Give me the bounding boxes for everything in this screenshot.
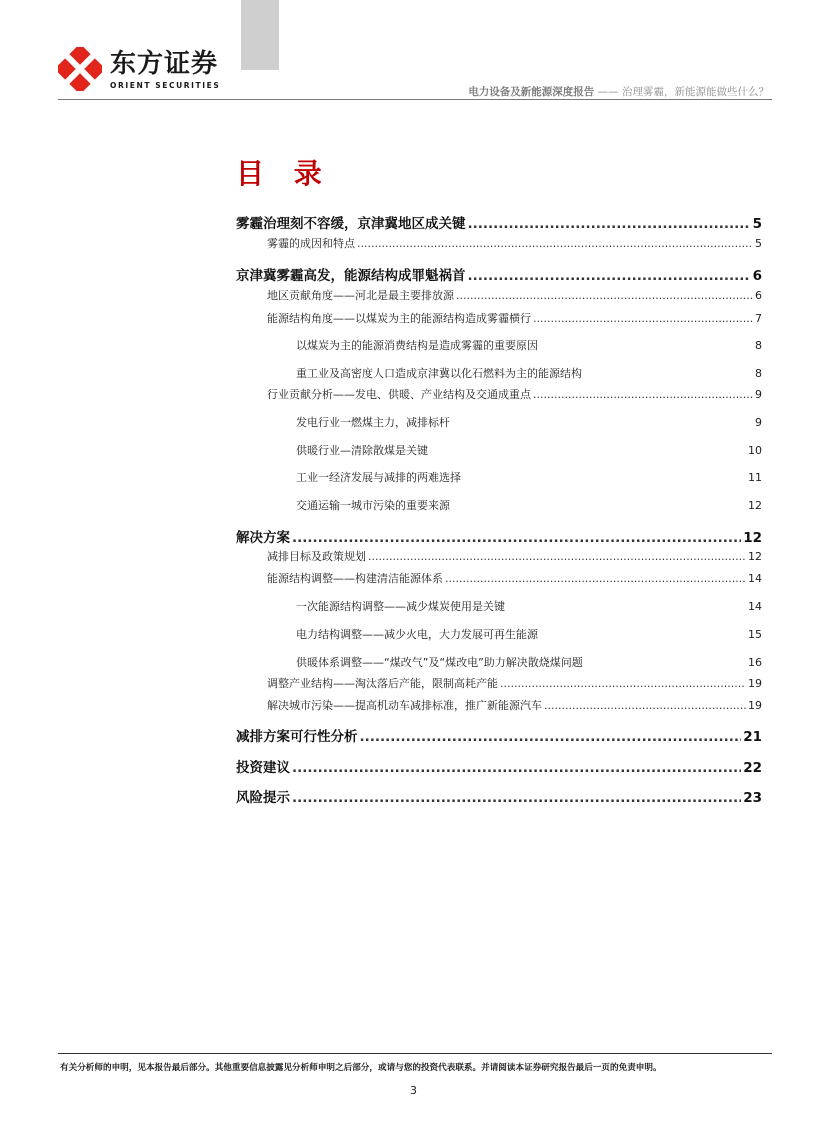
toc-dot-leader <box>456 289 753 302</box>
toc-entry-title: 能源结构调整——构建清洁能源体系 <box>267 572 443 585</box>
toc-entry-page: 8 <box>755 367 762 380</box>
toc-title: 目 录 <box>236 157 332 190</box>
toc-dot-leader <box>357 237 753 250</box>
toc-entry[interactable] <box>267 548 762 564</box>
toc-entry[interactable] <box>236 786 762 806</box>
toc-entry-page: 9 <box>755 416 762 429</box>
toc-entry-page: 12 <box>748 550 762 563</box>
toc-dot-leader <box>533 312 753 325</box>
toc-entry-page: 10 <box>748 444 762 457</box>
toc-entry[interactable] <box>296 654 762 670</box>
toc-entry-title: 投资建议 <box>236 760 290 776</box>
toc-entry-page: 12 <box>748 499 762 512</box>
toc-entry[interactable] <box>296 414 762 430</box>
toc-entry[interactable] <box>296 469 762 485</box>
toc-entry[interactable] <box>236 212 762 232</box>
toc-entry-page: 8 <box>755 339 762 352</box>
toc-entry-page: 15 <box>748 628 762 641</box>
header-gray-tab <box>241 0 279 70</box>
toc-entry[interactable] <box>267 386 762 402</box>
toc-entry-title: 风险提示 <box>236 790 290 806</box>
page-number: 3 <box>410 1084 417 1097</box>
toc-entry[interactable] <box>296 337 762 353</box>
toc-entry-page: 23 <box>743 790 762 806</box>
toc-entry-title: 行业贡献分析——发电、供暖、产业结构及交通成重点 <box>267 388 531 401</box>
toc-entry[interactable] <box>236 264 762 284</box>
report-subtitle: 治理雾霾，新能源能做些什么？ <box>622 86 769 98</box>
toc-entry-title: 京津冀雾霾高发，能源结构成罪魁祸首 <box>236 268 466 284</box>
orient-logo-icon <box>58 47 102 91</box>
toc-dot-leader <box>292 760 741 776</box>
toc-entry-page: 22 <box>743 760 762 776</box>
toc-entry-page: 11 <box>748 471 762 484</box>
toc-entry-title: 减排方案可行性分析 <box>236 729 358 745</box>
toc-entry-title: 调整产业结构——淘汰落后产能，限制高耗产能 <box>267 677 498 690</box>
toc-entry-page: 6 <box>752 268 762 284</box>
report-type: 电力设备及新能源深度报告 <box>468 86 595 98</box>
toc-entry-page: 14 <box>748 600 762 613</box>
toc-entry-title: 工业一经济发展与减排的两难选择 <box>296 471 461 484</box>
toc-dot-leader <box>468 216 751 232</box>
toc-entry-title: 以煤炭为主的能源消费结构是造成雾霾的重要原因 <box>296 339 538 352</box>
toc-entry-page: 21 <box>743 729 762 745</box>
toc-entry-page: 9 <box>755 388 762 401</box>
toc-dot-leader <box>445 572 746 585</box>
toc-dot-leader <box>468 268 751 284</box>
toc-entry-page: 6 <box>755 289 762 302</box>
toc-entry[interactable] <box>296 598 762 614</box>
toc-entry-page: 14 <box>748 572 762 585</box>
toc-entry-page: 19 <box>748 677 762 690</box>
toc-entry[interactable] <box>267 697 762 713</box>
toc-entry-page: 5 <box>755 237 762 250</box>
toc-entry-title: 供暖体系调整——“煤改气”及“煤改电”助力解决散烧煤问题 <box>296 656 583 669</box>
toc-entry[interactable] <box>296 497 762 513</box>
toc-entry-page: 12 <box>743 530 762 546</box>
toc-entry-title: 雾霾的成因和特点 <box>267 237 355 250</box>
toc-entry[interactable] <box>267 235 762 251</box>
toc-entry-title: 减排目标及政策规划 <box>267 550 366 563</box>
toc-entry-title: 地区贡献角度——河北是最主要排放源 <box>267 289 454 302</box>
toc-entry-title: 发电行业一燃煤主力，减排标杆 <box>296 416 450 429</box>
toc-entry[interactable] <box>267 310 762 326</box>
report-header-title <box>468 84 769 99</box>
toc-entry-title: 雾霾治理刻不容缓，京津冀地区成关键 <box>236 216 466 232</box>
toc-entry-title: 电力结构调整——减少火电，大力发展可再生能源 <box>296 628 538 641</box>
toc-entry-title: 解决城市污染——提高机动车减排标准，推广新能源汽车 <box>267 699 542 712</box>
toc-entry-title: 一次能源结构调整——减少煤炭使用是关键 <box>296 600 505 613</box>
toc-dot-leader <box>544 699 746 712</box>
toc-entry-title: 能源结构角度——以煤炭为主的能源结构造成雾霾横行 <box>267 312 531 325</box>
toc-entry[interactable] <box>267 570 762 586</box>
toc-entry[interactable] <box>267 675 762 691</box>
toc-dot-leader <box>292 530 741 546</box>
toc-entry[interactable] <box>236 526 762 546</box>
toc-entry[interactable] <box>296 626 762 642</box>
toc-entry-title: 供暖行业—清除散煤是关键 <box>296 444 428 457</box>
toc-entry-title: 交通运输一城市污染的重要来源 <box>296 499 450 512</box>
toc-dot-leader <box>533 388 753 401</box>
header-separator: —— <box>597 86 619 98</box>
toc-entry-title: 解决方案 <box>236 530 290 546</box>
toc-entry[interactable] <box>296 442 762 458</box>
footer-disclaimer: 有关分析师的申明，见本报告最后部分。其他重要信息披露见分析师申明之后部分，或请与您的投资代表联系。并请阅读本证券研究报告最后一页的免责申明。 <box>60 1063 662 1073</box>
toc-entry[interactable] <box>267 287 762 303</box>
toc-dot-leader <box>368 550 746 563</box>
toc-dot-leader <box>500 677 746 690</box>
toc-entry-page: 19 <box>748 699 762 712</box>
toc-entry[interactable] <box>236 725 762 745</box>
toc-entry-page: 16 <box>748 656 762 669</box>
toc-dot-leader <box>360 729 742 745</box>
toc-entry[interactable] <box>296 365 762 381</box>
toc-entry-page: 7 <box>755 312 762 325</box>
toc-entry[interactable] <box>236 756 762 776</box>
header-divider <box>58 99 772 100</box>
footer-divider <box>58 1053 772 1054</box>
company-logo <box>58 47 238 97</box>
logo-english-name: ORIENT SECURITIES <box>110 81 221 90</box>
logo-chinese-name: 东方证券 <box>110 49 219 79</box>
toc-dot-leader <box>292 790 741 806</box>
toc-entry-page: 5 <box>752 216 762 232</box>
toc-entry-title: 重工业及高密度人口造成京津冀以化石燃料为主的能源结构 <box>296 367 582 380</box>
